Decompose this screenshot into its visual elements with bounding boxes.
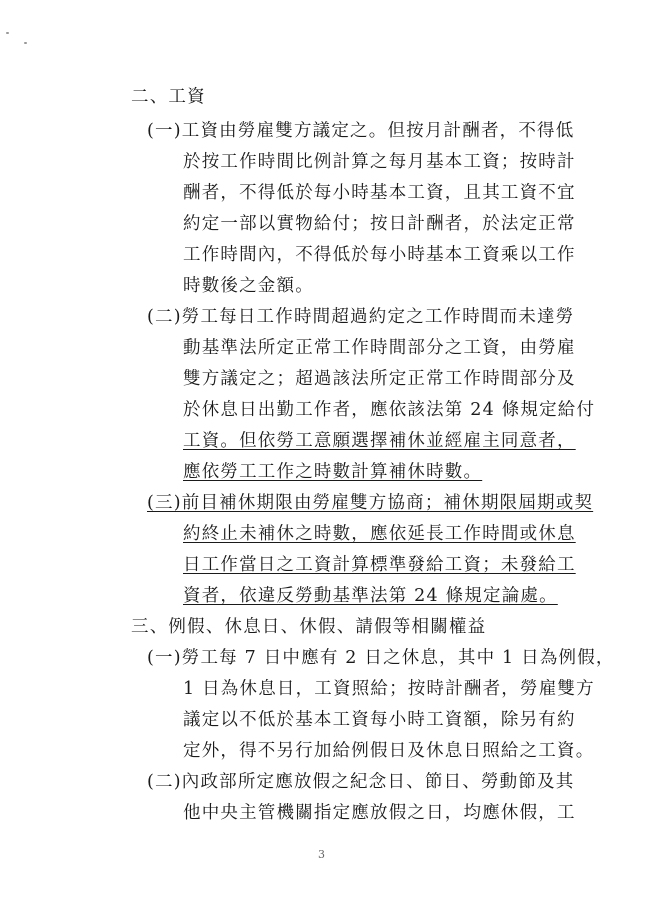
paragraph-line: (一)勞工每 7 日中應有 2 日之休息，其中 1 日為例假，: [147, 648, 615, 668]
section-heading-wages: 二、工資: [131, 87, 206, 107]
underlined-line: 日工作當日之工資計算標準發給工資；未發給工: [183, 555, 576, 575]
underlined-line: 工資。但依勞工意願選擇補休並經雇主同意者，: [183, 431, 576, 451]
paragraph-line: 議定以不低於基本工資每小時工資額，除另有約: [183, 710, 576, 730]
underlined-line: (三)前目補休期限由勞雇雙方協商；補休期限屆期或契: [147, 493, 594, 513]
underlined-line: 資者，依違反勞動基準法第 24 條規定論處。: [183, 586, 558, 606]
underlined-line: 應依勞工工作之時數計算補休時數。: [183, 462, 483, 482]
scan-speck: [6, 32, 9, 34]
paragraph-line: 1 日為休息日，工資照給；按時計酬者，勞雇雙方: [183, 679, 595, 699]
paragraph-line: 他中央主管機關指定應放假之日，均應休假，工: [183, 803, 576, 823]
paragraph-line: (二)內政部所定應放假之紀念日、節日、勞動節及其: [147, 772, 575, 792]
paragraph-line: 雙方議定之；超過該法所定正常工作時間部分及: [183, 369, 576, 389]
paragraph-line: 於按工作時間比例計算之每月基本工資；按時計: [183, 152, 576, 172]
paragraph-line: 於休息日出勤工作者，應依該法第 24 條規定給付: [183, 400, 596, 420]
paragraph-line: 酬者，不得低於每小時基本工資，且其工資不宜: [183, 183, 576, 203]
paragraph-line: 約定一部以實物給付；按日計酬者，於法定正常: [183, 214, 576, 234]
paragraph-line: (一)工資由勞雇雙方議定之。但按月計酬者，不得低: [147, 121, 575, 141]
paragraph-line: 動基準法所定正常工作時間部分之工資，由勞雇: [183, 338, 576, 358]
section-heading-leave: 三、例假、休息日、休假、請假等相關權益: [131, 617, 487, 637]
paragraph-line: 定外，得不另行加給例假日及休息日照給之工資。: [183, 741, 595, 761]
paragraph-line: 時數後之金額。: [183, 276, 314, 296]
scan-speck: [24, 42, 27, 44]
paragraph-line: (二)勞工每日工作時間超過約定之工作時間而未達勞: [147, 307, 575, 327]
paragraph-line: 工作時間內，不得低於每小時基本工資乘以工作: [183, 245, 576, 265]
page-number: 3: [318, 848, 325, 861]
underlined-line: 約終止未補休之時數，應依延長工作時間或休息: [183, 524, 576, 544]
